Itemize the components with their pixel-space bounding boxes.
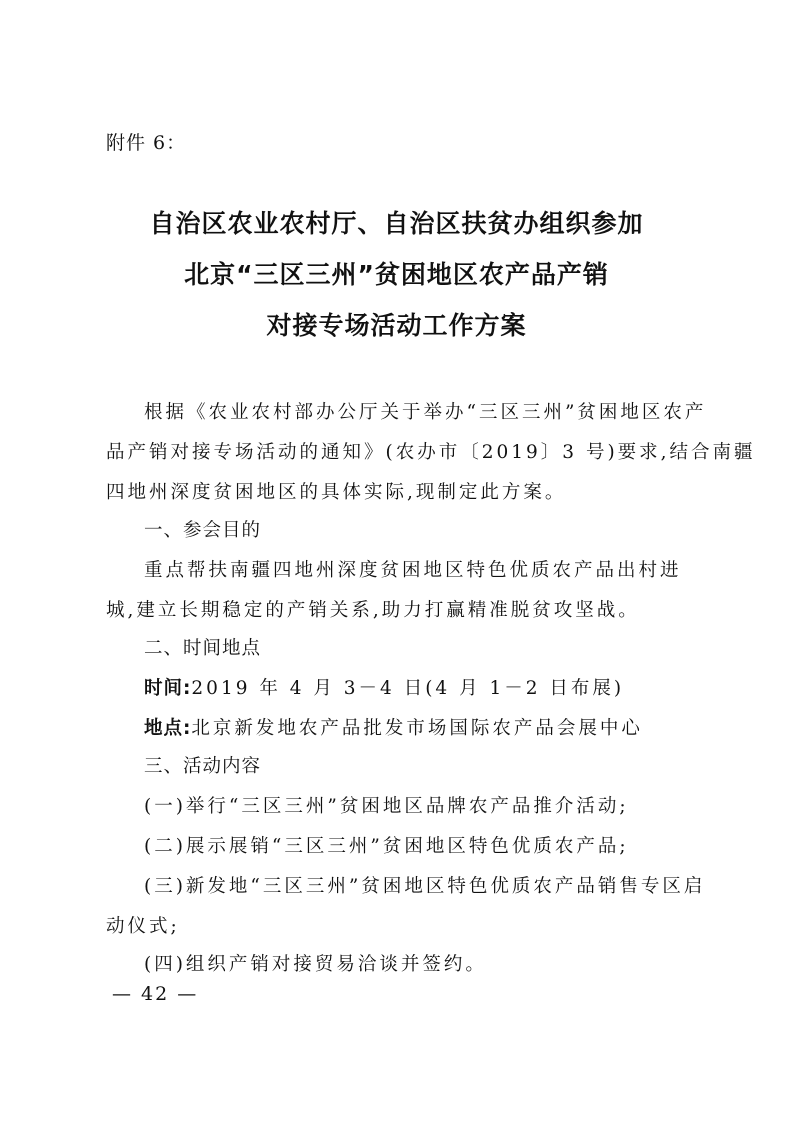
time-label: 时间: bbox=[144, 678, 192, 699]
activity-item-2: (二)展示展销“三区三州”贫困地区特色优质农产品; bbox=[144, 836, 629, 857]
section-1-heading: 一、参会目的 bbox=[144, 520, 262, 541]
document-title-line-2: 北京“三区三州”贫困地区农产品产销 bbox=[184, 260, 609, 289]
activity-item-1: (一)举行“三区三州”贫困地区品牌农产品推介活动; bbox=[144, 796, 629, 817]
time-value: 2019 年 4 月 3－4 日(4 月 1－2 日布展) bbox=[191, 678, 625, 699]
section-1-line-2: 城,建立长期稳定的产销关系,助力打赢精准脱贫攻坚战。 bbox=[106, 600, 640, 621]
activity-item-4: (四)组织产销对接贸易洽谈并签约。 bbox=[144, 954, 487, 975]
page-number: — 42 — bbox=[112, 983, 199, 1005]
document-title-line-3: 对接专场活动工作方案 bbox=[266, 311, 527, 340]
intro-paragraph-line-1: 根据《农业农村部办公厅关于举办“三区三州”贫困地区农产 bbox=[144, 402, 707, 423]
document-title-line-1: 自治区农业农村厅、自治区扶贫办组织参加 bbox=[149, 209, 644, 238]
intro-paragraph-line-2: 品产销对接专场活动的通知》(农办市〔2019〕3 号)要求,结合南疆 bbox=[106, 442, 756, 463]
activity-item-3-line-2: 动仪式; bbox=[106, 916, 180, 937]
place-row bbox=[144, 714, 690, 740]
place-value: 北京新发地农产品批发市场国际农产品会展中心 bbox=[191, 718, 643, 739]
activity-item-3-line-1: (三)新发地“三区三州”贫困地区特色优质农产品销售专区启 bbox=[144, 876, 706, 897]
time-row bbox=[144, 674, 690, 700]
section-2-heading: 二、时间地点 bbox=[144, 638, 262, 659]
section-1-line-1: 重点帮扶南疆四地州深度贫困地区特色优质农产品出村进 bbox=[144, 560, 682, 581]
attachment-label: 附件 6： bbox=[106, 132, 187, 154]
intro-paragraph-line-3: 四地州深度贫困地区的具体实际,现制定此方案。 bbox=[106, 482, 567, 503]
section-3-heading: 三、活动内容 bbox=[144, 756, 262, 777]
place-label: 地点: bbox=[144, 718, 192, 739]
